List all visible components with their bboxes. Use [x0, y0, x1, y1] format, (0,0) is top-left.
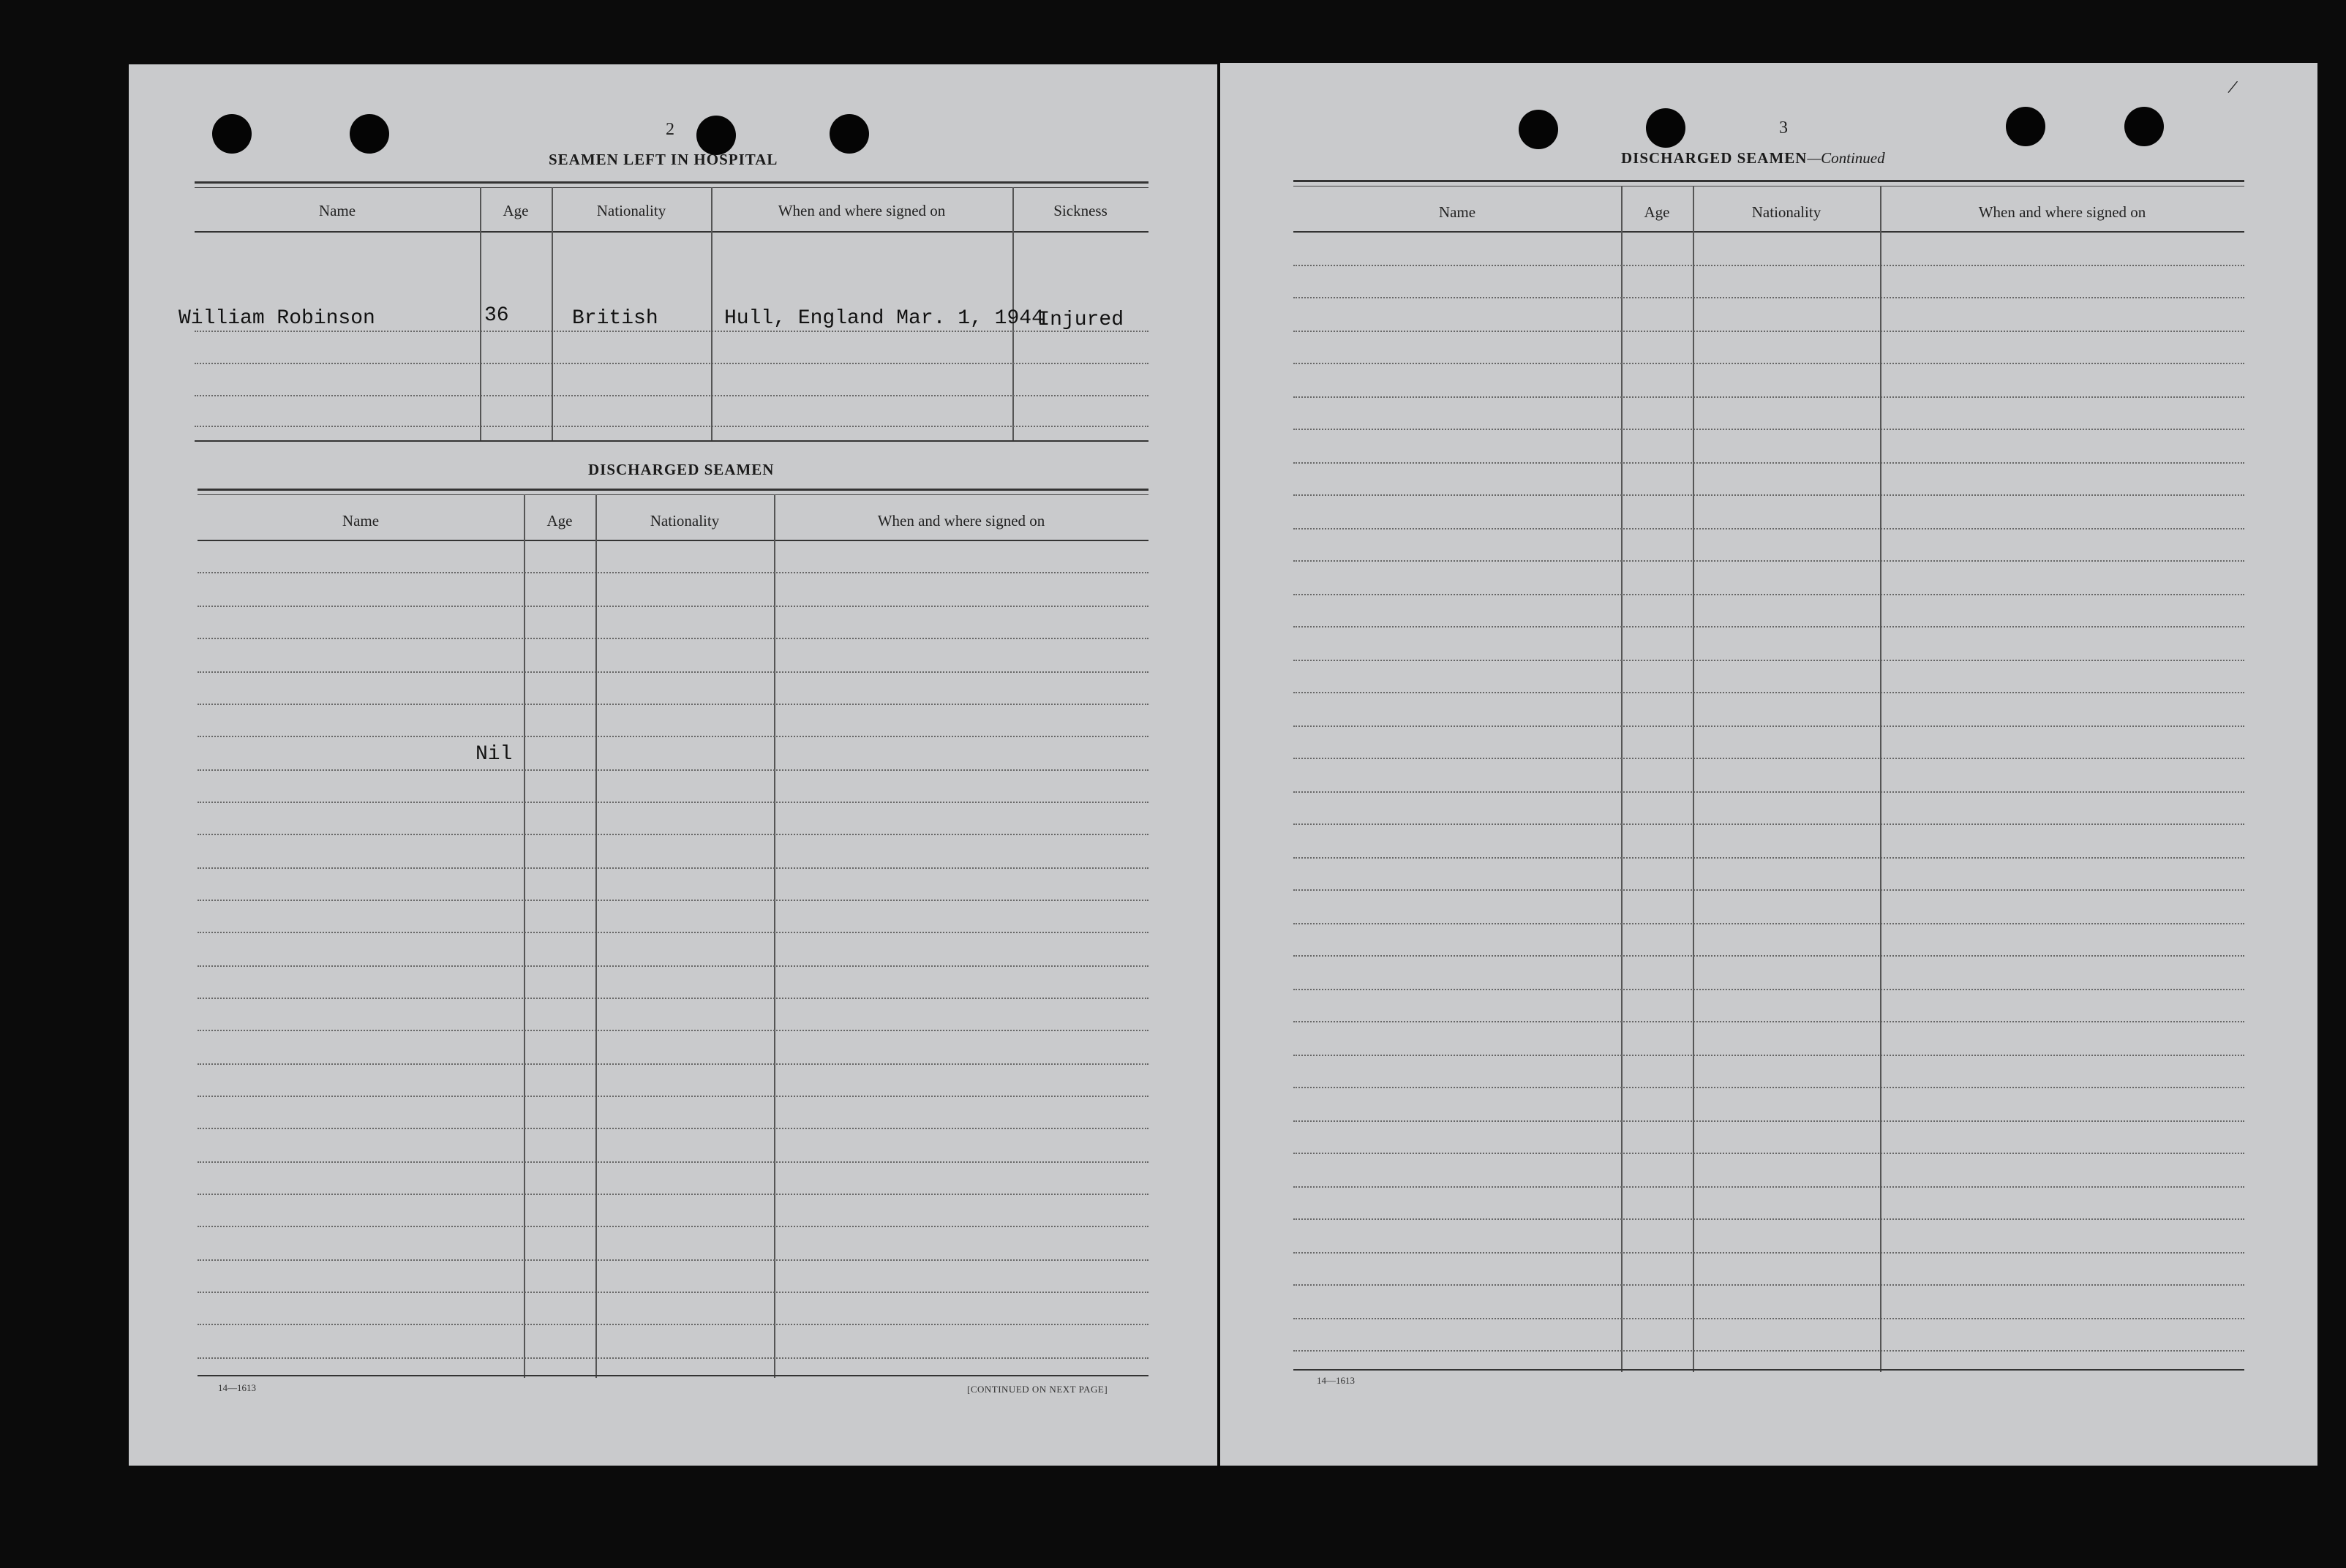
- form-number: 14—1613: [218, 1382, 256, 1393]
- punch-hole: [350, 114, 389, 154]
- column-header-signed-on: When and where signed on: [877, 512, 1045, 529]
- page-number: 3: [1779, 118, 1788, 137]
- seaman-nationality: British: [572, 307, 658, 330]
- hospital-table: [178, 181, 1148, 503]
- discharged-section-title: DISCHARGED SEAMEN: [588, 461, 775, 478]
- seaman-signed-on: Hull, England Mar. 1, 1944: [724, 307, 1044, 330]
- column-header-signed-on: When and where signed on: [1978, 203, 2146, 221]
- punch-hole: [696, 116, 736, 155]
- form-number: 14—1613: [1317, 1375, 1355, 1386]
- pen-mark: /: [2226, 75, 2240, 99]
- seaman-age: 36: [484, 304, 509, 327]
- column-header-signed-on: When and where signed on: [778, 202, 946, 219]
- column-header-nationality: Nationality: [1751, 203, 1821, 221]
- seaman-sickness: Injured: [1037, 309, 1124, 331]
- column-header-name: Name: [318, 202, 356, 219]
- right-page: [1220, 63, 2317, 1466]
- punch-hole: [1519, 110, 1558, 149]
- discharged-continued-title: DISCHARGED SEAMEN—Continued: [1621, 149, 1885, 167]
- page-number: 2: [666, 120, 674, 139]
- punch-hole: [1646, 108, 1685, 148]
- column-header-sickness: Sickness: [1053, 202, 1108, 219]
- column-header-name: Name: [1438, 203, 1476, 221]
- column-header-age: Age: [546, 512, 573, 529]
- left-page: [129, 64, 1217, 1466]
- column-header-nationality: Nationality: [650, 512, 720, 529]
- column-header-age: Age: [1644, 203, 1670, 221]
- discharged-table: [198, 489, 1148, 1445]
- column-header-age: Age: [503, 202, 529, 219]
- hospital-section-title: SEAMEN LEFT IN HOSPITAL: [549, 151, 778, 168]
- column-header-name: Name: [342, 512, 380, 529]
- punch-hole: [212, 114, 252, 154]
- discharged-continued-table: [1293, 180, 2244, 1435]
- column-header-nationality: Nationality: [596, 202, 666, 219]
- punch-hole: [830, 114, 869, 154]
- seaman-name: William Robinson: [178, 307, 375, 330]
- continued-note: [CONTINUED ON NEXT PAGE]: [967, 1384, 1108, 1395]
- punch-hole: [2124, 107, 2164, 146]
- punch-hole: [2006, 107, 2045, 146]
- discharged-nil: Nil: [475, 743, 513, 766]
